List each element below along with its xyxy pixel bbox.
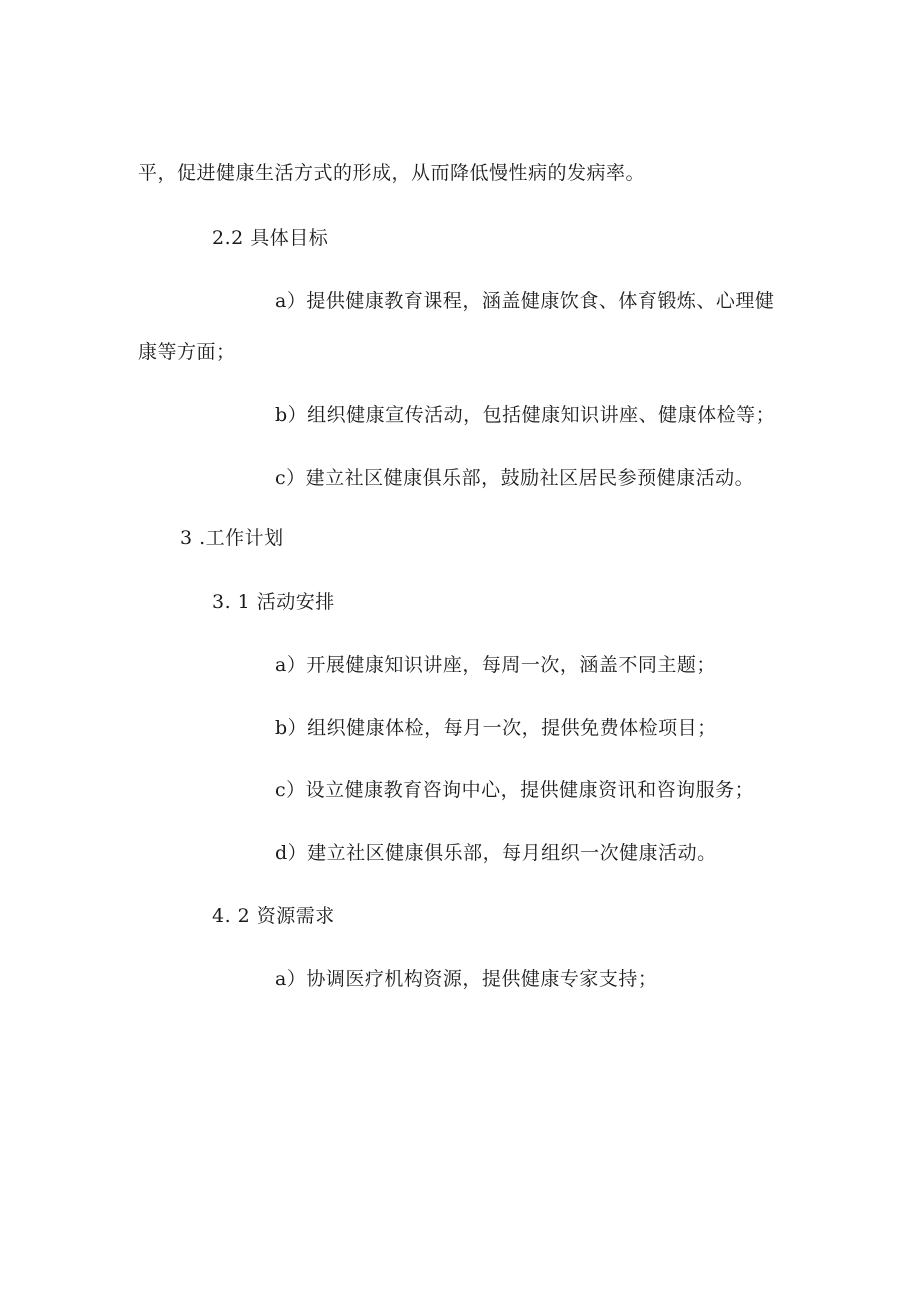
section-2-2-heading: 2.2 具体目标	[212, 227, 329, 249]
section-2-2-item-b: b）组织健康宣传活动，包括健康知识讲座、健康体检等；	[275, 404, 776, 426]
section-3-1-heading: 3. 1 活动安排	[212, 591, 335, 613]
section-3-1-item-a: a）开展健康知识讲座，每周一次，涵盖不同主题；	[275, 654, 716, 676]
section-2-2-item-a-line1: a）提供健康教育课程，涵盖健康饮食、体育锻炼、心理健	[275, 290, 775, 312]
continuation-paragraph: 平，促进健康生活方式的形成，从而降低慢性病的发病率。	[138, 162, 646, 184]
section-3-1-item-d: d）建立社区健康俱乐部，每月组织一次健康活动。	[275, 842, 717, 864]
section-3-1-item-b: b）组织健康体检，每月一次，提供免费体检项目；	[275, 717, 717, 739]
section-4-2-heading: 4. 2 资源需求	[212, 905, 335, 927]
section-4-2-item-a: a）协调医疗机构资源，提供健康专家支持；	[275, 968, 658, 990]
section-3-1-item-c: c）设立健康教育咨询中心，提供健康资讯和咨询服务；	[275, 779, 755, 801]
section-2-2-item-a-line2: 康等方面；	[138, 341, 236, 363]
section-3-heading: 3 .工作计划	[180, 527, 284, 549]
section-2-2-item-c: c）建立社区健康俱乐部，鼓励社区居民参预健康活动。	[275, 467, 755, 489]
